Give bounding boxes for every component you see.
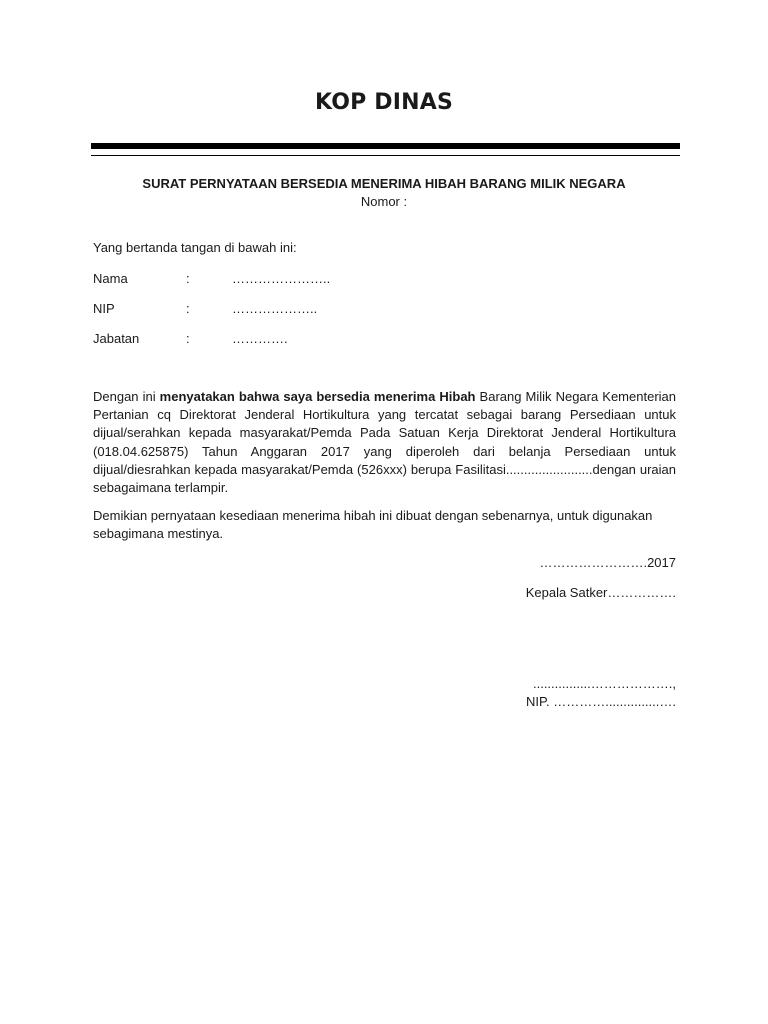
letter-number: Nomor : xyxy=(360,194,408,209)
letterhead-title: KOP DINAS xyxy=(314,90,454,115)
statement-pre: Dengan ini xyxy=(93,389,160,404)
field-row-nip xyxy=(93,301,593,319)
letterhead-thick-rule xyxy=(91,143,680,149)
letterhead-thin-rule xyxy=(91,155,680,156)
date-line: …………………….2017 xyxy=(539,555,676,570)
field-row-jabatan xyxy=(93,331,593,349)
intro-text: Yang bertanda tangan di bawah ini: xyxy=(93,240,297,255)
closing-paragraph: Demikian pernyataan kesediaan menerima hibah ini dibuat dengan sebenarnya, untuk digunakan sebagimana mestinya. xyxy=(93,508,653,542)
signer-name: ................………………., xyxy=(532,676,676,691)
letter-title: SURAT PERNYATAAN BERSEDIA MENERIMA HIBAH BARANG MILIK NEGARA xyxy=(142,176,626,191)
field-colon: : xyxy=(186,331,190,346)
field-row-nama xyxy=(93,271,593,289)
field-label: Jabatan xyxy=(93,331,140,346)
field-label: Nama xyxy=(93,271,128,286)
field-colon: : xyxy=(186,301,190,316)
signer-nip: NIP. …………...............…. xyxy=(525,694,676,709)
field-colon: : xyxy=(186,271,190,286)
statement-bold: menyatakan bahwa saya bersedia menerima Hibah xyxy=(159,389,476,404)
signer-title: Kepala Satker……………. xyxy=(525,585,676,600)
statement-paragraph xyxy=(93,388,676,497)
statement-post: Barang Milik Negara Kementerian Pertanian cq Direktorat Jenderal Hortikultura yang tercatat sebagai barang Persediaan untuk dijual/serahkan kepada masyarakat/Pemda Pada Satuan Kerja Direktorat Jenderal Hortikultura (018.04.625875) Tahun Anggaran 2017 yang diperoleh dari belanja Persediaan untuk dijual/diesrahkan kepada masyarakat/Pemda (526xxx) berupa Fasilitasi........................dengan uraian sebagaimana terlampir. xyxy=(93,389,676,496)
field-label: NIP xyxy=(93,301,115,316)
field-value: ………………….. xyxy=(232,271,331,286)
field-value: ……………….. xyxy=(232,301,318,316)
field-value: …………. xyxy=(232,331,288,346)
